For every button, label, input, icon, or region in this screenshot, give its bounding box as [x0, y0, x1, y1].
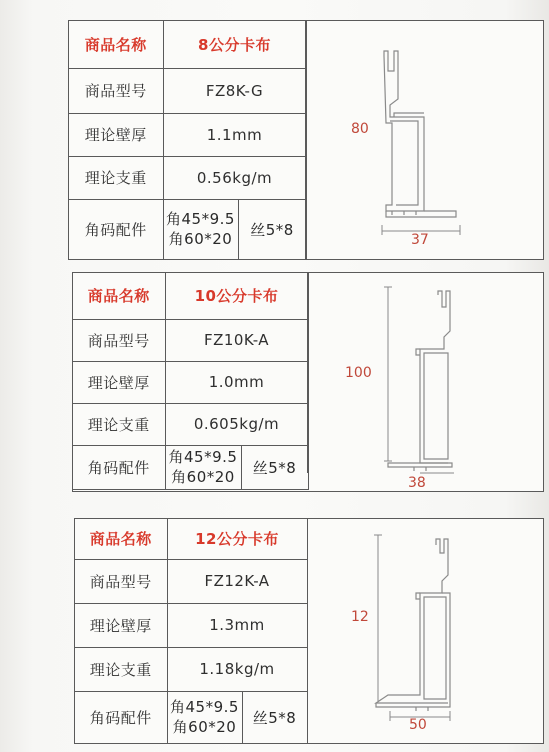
fitting-screw: 丝5*8	[238, 199, 306, 259]
thickness-value: 1.3mm	[167, 603, 307, 647]
dimension-width: 37	[411, 232, 429, 248]
fitting-corner-1: 角45*9.5	[168, 448, 238, 466]
model-label: 商品型号	[75, 559, 167, 603]
spec-table	[69, 21, 307, 260]
spec-table	[75, 519, 308, 744]
weight-value: 0.56kg/m	[163, 156, 306, 199]
thickness-label: 理论壁厚	[75, 603, 167, 647]
model-value: FZ12K-A	[167, 559, 307, 603]
name-value: 8公分卡布	[163, 21, 306, 68]
dimension-width: 38	[408, 475, 426, 491]
fitting-corner-2: 角60*20	[168, 230, 233, 248]
name-value: 12公分卡布	[167, 519, 307, 559]
fitting-corner-1: 角45*9.5	[170, 698, 239, 716]
weight-value: 0.605kg/m	[165, 403, 308, 445]
spec-table	[73, 273, 309, 490]
model-label: 商品型号	[73, 319, 165, 361]
product-card-12cm	[74, 518, 544, 744]
fitting-label: 角码配件	[75, 691, 167, 743]
thickness-value: 1.1mm	[163, 113, 306, 156]
dimension-width: 50	[409, 717, 427, 733]
profile-drawing-12cm	[308, 519, 543, 743]
weight-label: 理论支重	[73, 403, 165, 445]
model-value: FZ8K-G	[163, 68, 306, 113]
fitting-screw: 丝5*8	[242, 691, 307, 743]
fitting-screw: 丝5*8	[241, 445, 308, 489]
fitting-corner-2: 角60*20	[172, 718, 237, 736]
thickness-label: 理论壁厚	[73, 361, 165, 403]
thickness-label: 理论壁厚	[69, 113, 163, 156]
fitting-corner-values	[165, 445, 241, 489]
profile-drawing-8cm	[306, 21, 543, 259]
dimension-height: 80	[351, 121, 369, 137]
name-label: 商品名称	[69, 21, 163, 68]
product-card-8cm	[68, 20, 544, 260]
fitting-corner-2: 角60*20	[171, 468, 235, 486]
dimension-height: 100	[345, 365, 372, 381]
fitting-label: 角码配件	[73, 445, 165, 489]
product-card-10cm	[72, 272, 544, 492]
weight-label: 理论支重	[69, 156, 163, 199]
model-value: FZ10K-A	[165, 319, 308, 361]
fitting-corner-values	[163, 199, 238, 259]
dimension-height: 12	[351, 609, 369, 625]
profile-drawing-10cm	[308, 273, 543, 491]
name-value: 10公分卡布	[165, 273, 308, 319]
name-label: 商品名称	[73, 273, 165, 319]
weight-value: 1.18kg/m	[167, 647, 307, 691]
fitting-label: 角码配件	[69, 199, 163, 259]
fitting-corner-1: 角45*9.5	[166, 210, 235, 228]
weight-label: 理论支重	[75, 647, 167, 691]
model-label: 商品型号	[69, 68, 163, 113]
fitting-corner-values	[167, 691, 242, 743]
thickness-value: 1.0mm	[165, 361, 308, 403]
name-label: 商品名称	[75, 519, 167, 559]
